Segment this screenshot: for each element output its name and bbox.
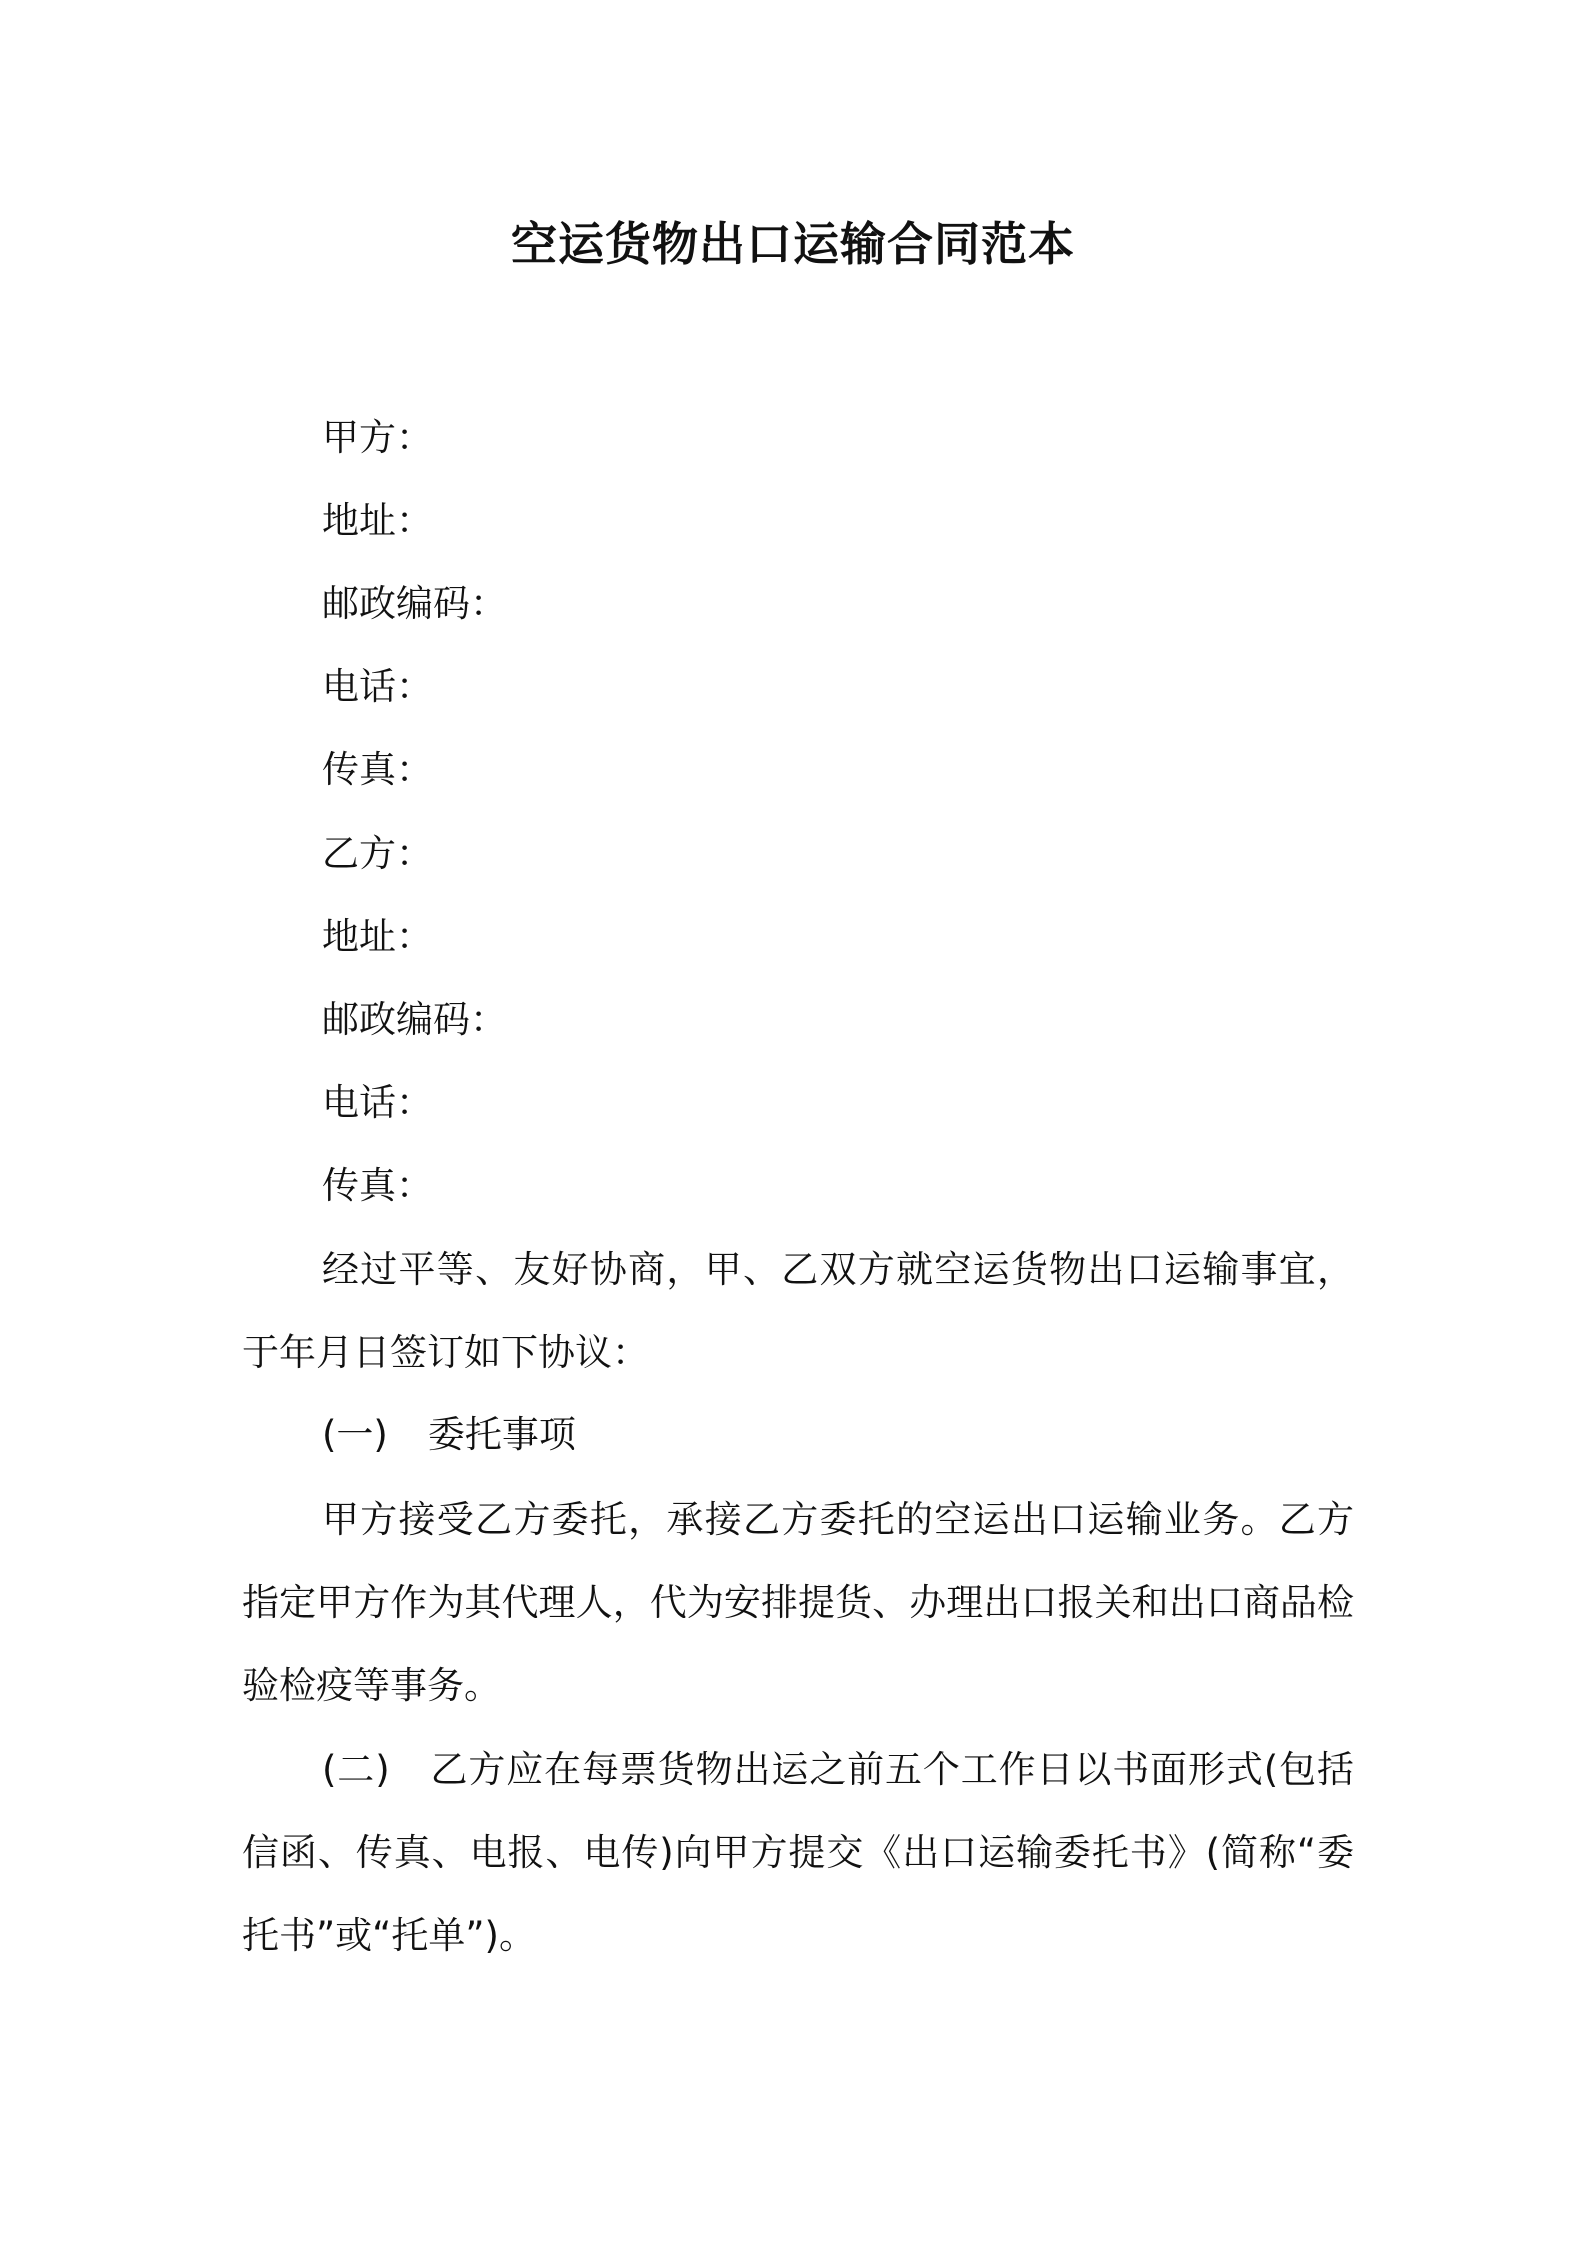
section-1-body: 甲方接受乙方委托，承接乙方委托的空运出口运输业务。乙方指定甲方作为其代理人，代为安排提货、办理出口报关和出口商品检验检疫等事务。: [242, 1498, 1354, 1707]
party-b-phone-label: 电话：: [322, 1081, 433, 1124]
party-a-name-label: 甲方：: [322, 416, 433, 459]
preamble-paragraph: 经过平等、友好协商，甲、乙双方就空运货物出口运输事宜，于年月日签订如下协议：: [242, 1248, 1354, 1374]
party-b-fax-label: 传真：: [322, 1164, 433, 1207]
party-a-fax-label: 传真：: [322, 748, 433, 791]
section-2-number: (二): [322, 1748, 390, 1791]
section-2-paragraph: [242, 1728, 1354, 1977]
party-b-address-label: 地址：: [322, 915, 433, 958]
party-a-postcode-label: 邮政编码：: [322, 582, 507, 625]
party-a-address-label: 地址：: [322, 499, 433, 542]
document-title: 空运货物出口运输合同范本: [511, 217, 1075, 271]
party-a-phone-label: 电话：: [322, 665, 433, 708]
party-b-postcode-label: 邮政编码：: [322, 998, 507, 1041]
section-2-body: 乙方应在每票货物出运之前五个工作日以书面形式(包括信函、传真、电报、电传)向甲方提交《出口运输委托书》(简称“委托书”或“托单”)。: [242, 1748, 1354, 1957]
section-1-heading: [322, 1410, 576, 1460]
party-b-name-label: 乙方：: [322, 832, 433, 875]
section-1-title: 委托事项: [427, 1413, 576, 1456]
section-1-number: (一): [322, 1413, 388, 1456]
